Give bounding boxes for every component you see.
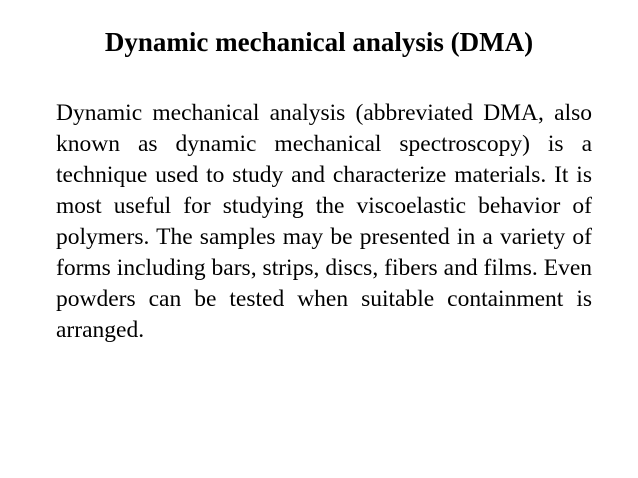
slide-paragraph: Dynamic mechanical analysis (abbreviated DMA, also known as dynamic mechanical spectroscopy) is a technique used to study and characterize materials. It is most useful for studying the viscoelastic behavior of polymers. The samples may be presented in a variety of forms including bars, strips, discs, fibers and films. Even powders can be tested when suitable containment is arranged. bbox=[56, 100, 592, 343]
slide-title: Dynamic mechanical analysis (DMA) bbox=[104, 27, 534, 57]
